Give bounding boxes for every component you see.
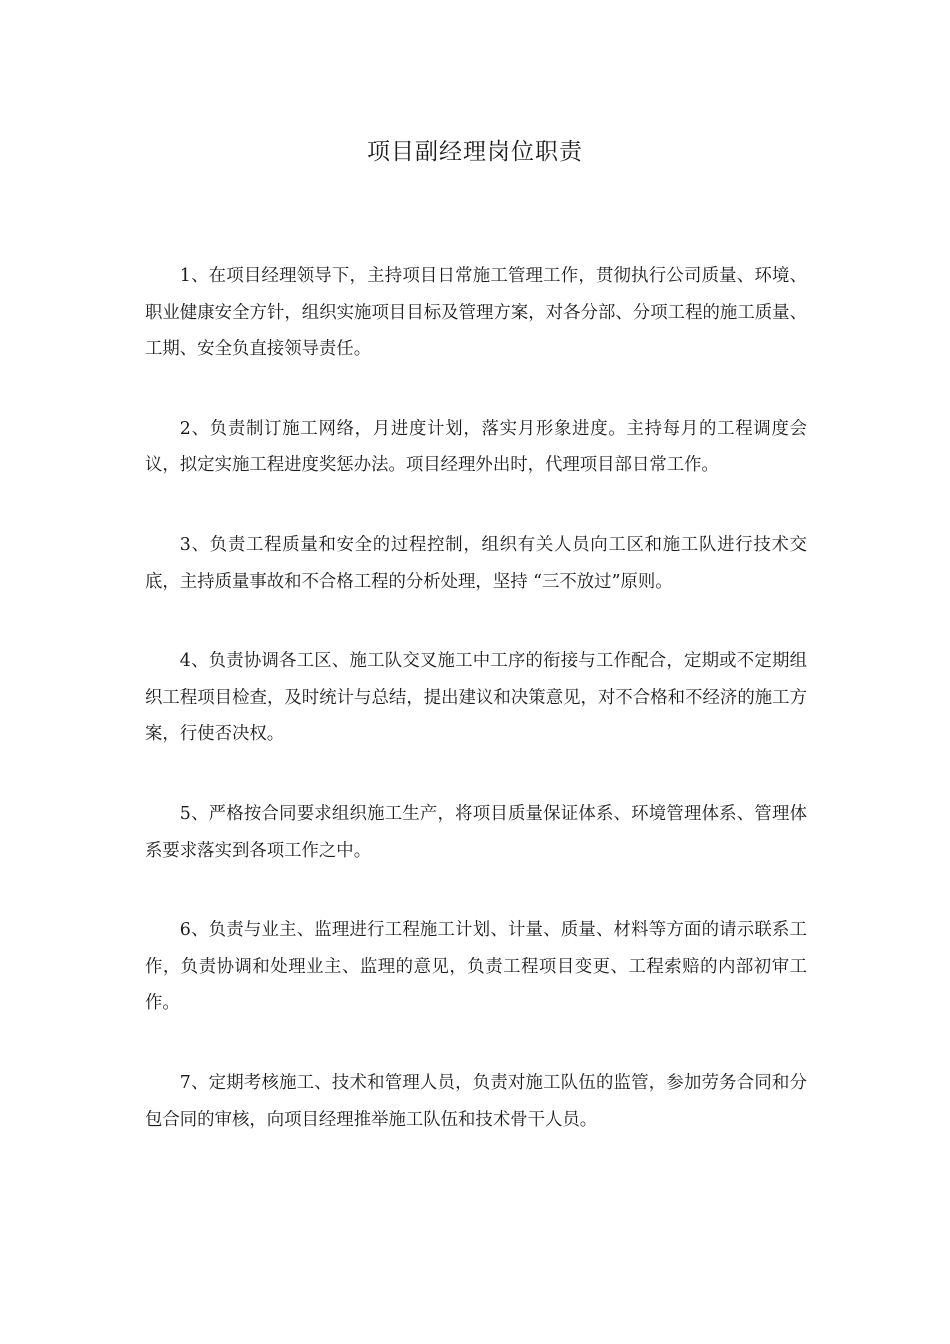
- paragraph-7: 7、定期考核施工、技术和管理人员，负责对施工队伍的监管，参加劳务合同和分包合同的审核，向项目经理推举施工队伍和技术骨干人员。: [145, 1072, 807, 1130]
- document-title: 项目副经理岗位职责: [367, 139, 583, 165]
- paragraph-3: 3、负责工程质量和安全的过程控制，组织有关人员向工区和施工队进行技术交底，主持质量事故和不合格工程的分析处理，坚持 “三不放过”原则。: [145, 534, 807, 592]
- paragraph-4: 4、负责协调各工区、施工队交叉施工中工序的衔接与工作配合，定期或不定期组织工程项目检查，及时统计与总结，提出建议和决策意见，对不合格和不经济的施工方案，行使否决权。: [145, 651, 807, 745]
- paragraph-6: 6、负责与业主、监理进行工程施工计划、计量、质量、材料等方面的请示联系工作，负责协调和处理业主、监理的意见，负责工程项目变更、工程索赔的内部初审工作。: [145, 920, 807, 1014]
- paragraph-5: 5、严格按合同要求组织施工生产，将项目质量保证体系、环境管理体系、管理体系要求落实到各项工作之中。: [145, 803, 807, 861]
- document-body: [145, 258, 807, 1181]
- paragraph-1: 1、在项目经理领导下，主持项目日常施工管理工作，贯彻执行公司质量、环境、职业健康安全方针，组织实施项目目标及管理方案，对各分部、分项工程的施工质量、工期、安全负直接领导责任。: [145, 266, 807, 360]
- paragraph-2: 2、负责制订施工网络，月进度计划，落实月形象进度。主持每月的工程调度会议，拟定实施工程进度奖惩办法。项目经理外出时，代理项目部日常工作。: [145, 418, 807, 476]
